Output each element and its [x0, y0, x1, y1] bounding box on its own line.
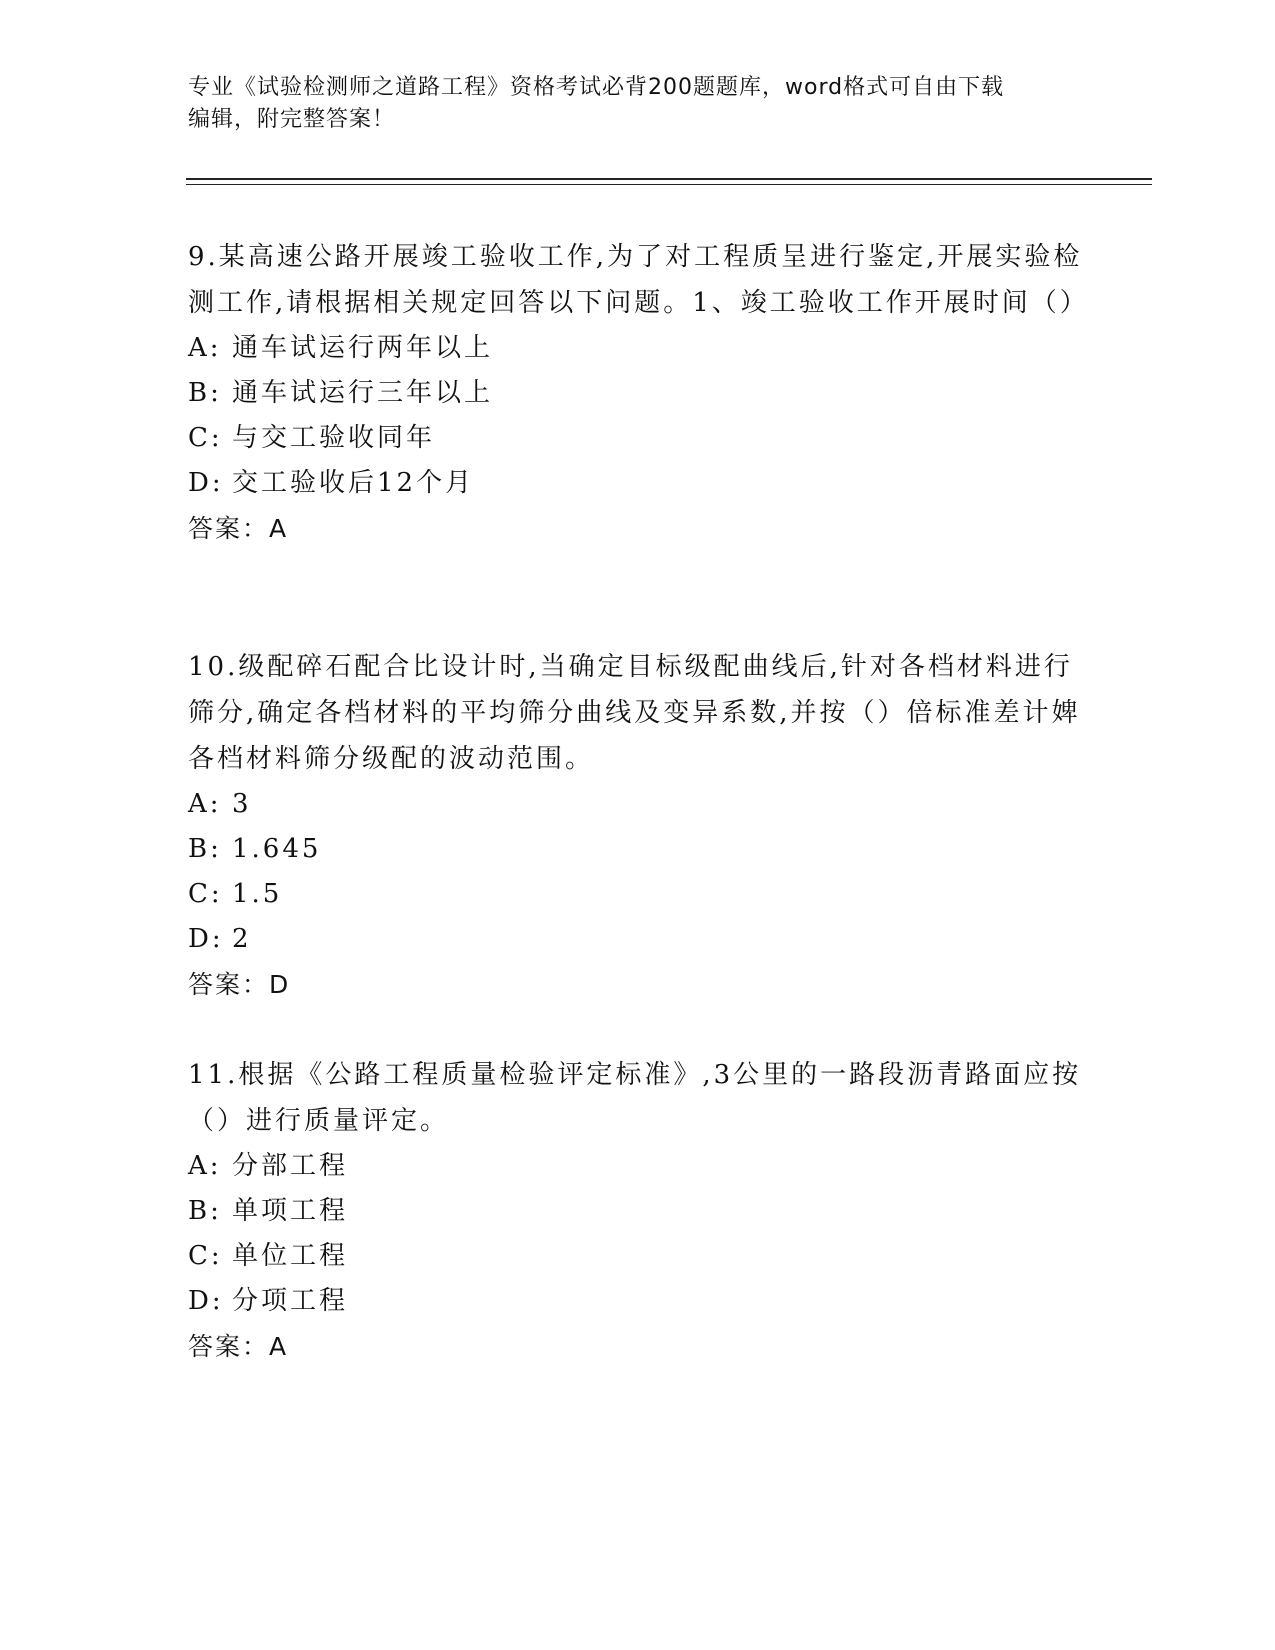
question-9	[188, 234, 1088, 552]
question-stem: 10.级配碎石配合比设计时,当确定目标级配曲线后,针对各档材料进行筛分,确定各档材料的平均筛分曲线及变异系数,并按（）倍标准差计婢各档材料筛分级配的波动范围。	[188, 652, 1081, 774]
option-letter: A:	[188, 333, 222, 363]
option-text: 1.645	[232, 834, 322, 864]
option-text: 1.5	[232, 879, 283, 909]
option-letter: B:	[188, 834, 222, 864]
option-d	[188, 1279, 1088, 1324]
option-b	[188, 371, 1088, 416]
option-text: 3	[232, 789, 252, 819]
option-text: 通车试运行三年以上	[232, 378, 494, 408]
option-text: 单项工程	[232, 1196, 349, 1226]
question-11	[188, 1052, 1088, 1370]
option-a	[188, 782, 1088, 827]
option-a	[188, 326, 1088, 371]
option-letter: B:	[188, 378, 222, 408]
option-letter: D:	[188, 1286, 224, 1316]
question-stem: 11.根据《公路工程质量检验评定标准》,3公里的一路段沥青路面应按（）进行质量评定。	[188, 1060, 1082, 1136]
header-line-2: 编辑，附完整答案！	[188, 107, 396, 132]
option-c	[188, 1234, 1088, 1279]
option-letter: C:	[188, 879, 223, 909]
option-text: 与交工验收同年	[232, 423, 436, 453]
option-d	[188, 917, 1088, 962]
option-letter: C:	[188, 423, 223, 453]
option-letter: C:	[188, 1241, 223, 1271]
answer-line: 答案：A	[188, 514, 289, 543]
option-text: 分部工程	[232, 1151, 349, 1181]
option-letter: D:	[188, 468, 224, 498]
document-header	[188, 72, 1088, 136]
option-text: 通车试运行两年以上	[232, 333, 494, 363]
option-c	[188, 416, 1088, 461]
option-letter: D:	[188, 924, 224, 954]
option-text: 单位工程	[232, 1241, 349, 1271]
option-letter: B:	[188, 1196, 222, 1226]
option-text: 2	[232, 924, 252, 954]
option-text: 交工验收后12个月	[232, 468, 475, 498]
option-b	[188, 827, 1088, 872]
option-c	[188, 872, 1088, 917]
answer-line: 答案：A	[188, 1332, 289, 1361]
option-letter: A:	[188, 1151, 222, 1181]
header-line-1: 专业《试验检测师之道路工程》资格考试必背200题题库，word格式可自由下载	[188, 75, 1005, 100]
question-stem: 9.某高速公路开展竣工验收工作,为了对工程质呈进行鉴定,开展实验检测工作,请根据相关规定回答以下问题。1、竣工验收工作开展时间（）	[188, 242, 1089, 318]
option-a	[188, 1144, 1088, 1189]
option-d	[188, 461, 1088, 506]
option-letter: A:	[188, 789, 222, 819]
question-10	[188, 644, 1088, 1008]
answer-line: 答案：D	[188, 970, 291, 999]
header-divider	[186, 178, 1152, 185]
option-text: 分项工程	[232, 1286, 349, 1316]
option-b	[188, 1189, 1088, 1234]
